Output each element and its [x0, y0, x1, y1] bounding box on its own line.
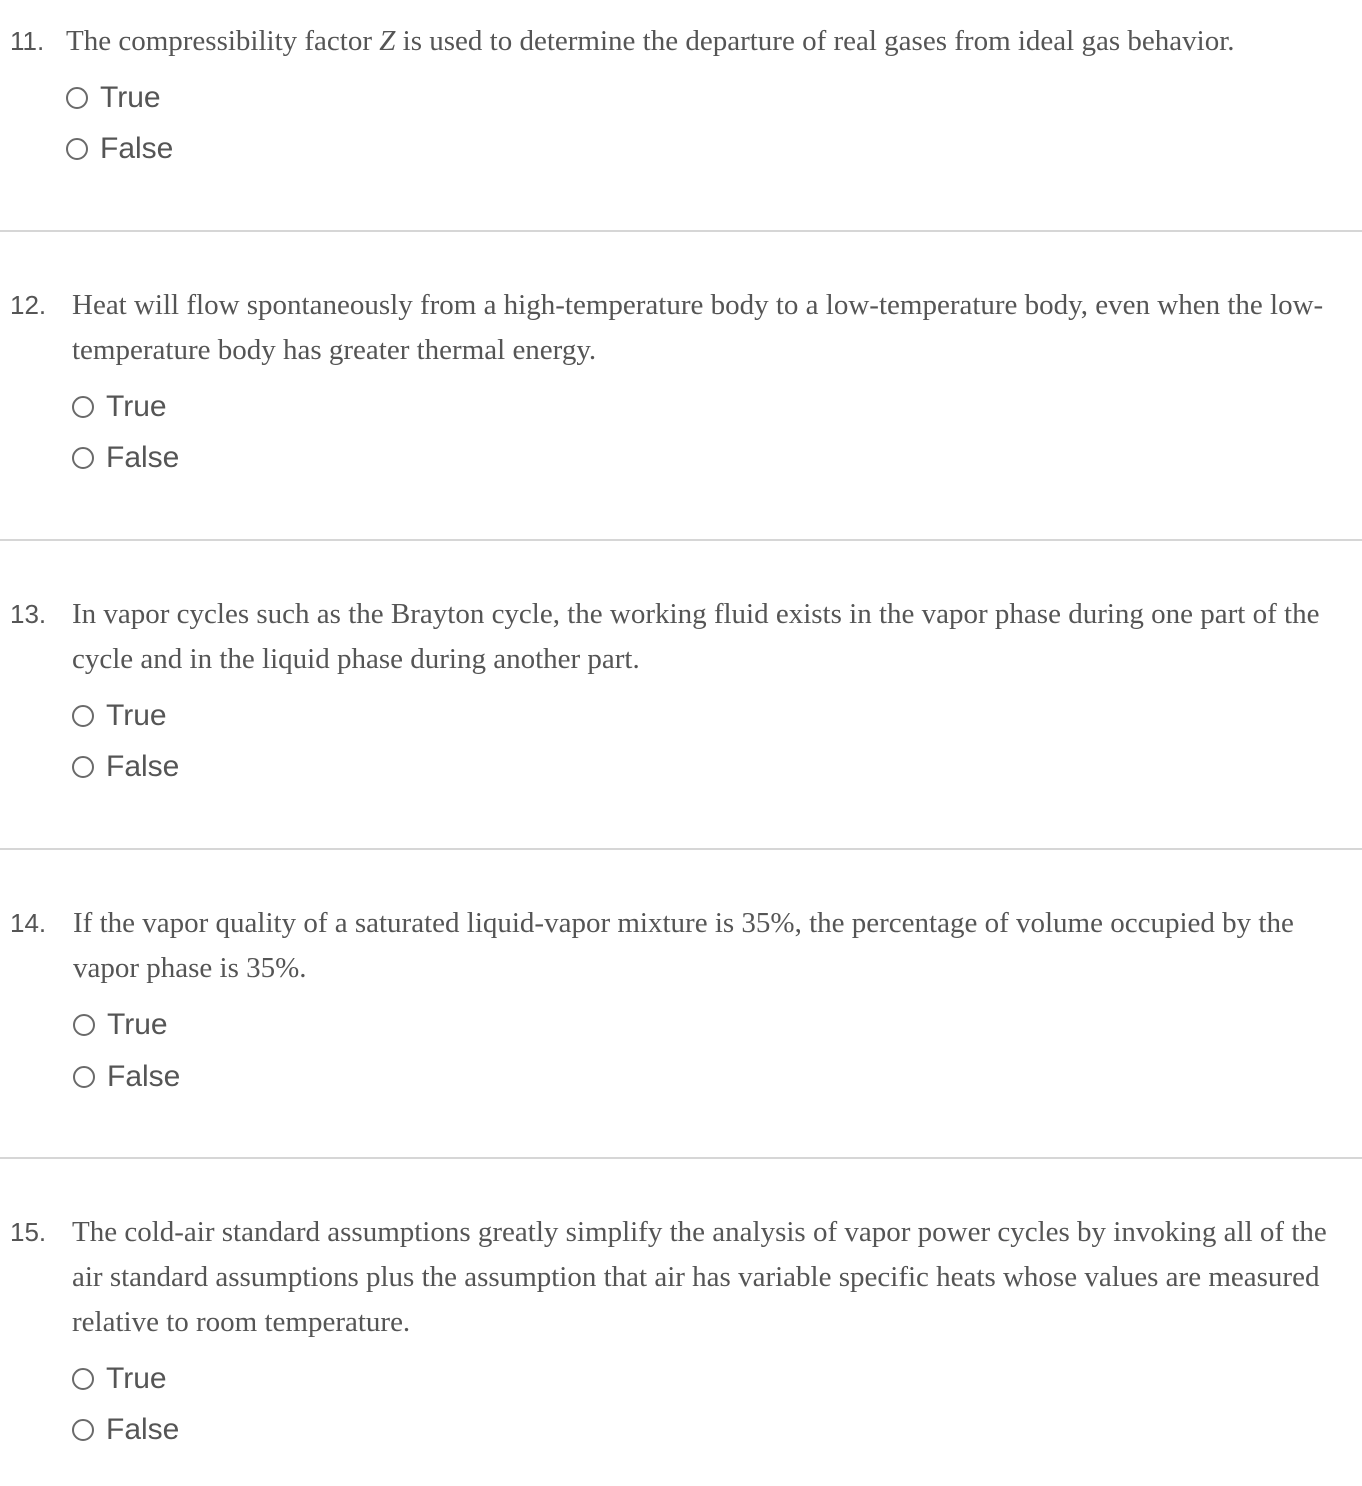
- divider: [0, 848, 1362, 850]
- question-number: 13.: [10, 599, 47, 629]
- option-label: False: [107, 1060, 181, 1093]
- option-label: True: [106, 1362, 167, 1395]
- divider: [0, 539, 1362, 541]
- option-label: True: [106, 699, 167, 732]
- radio-button[interactable]: [73, 1066, 95, 1088]
- option-false[interactable]: [66, 129, 173, 169]
- question-text: The cold-air standard assumptions greatly simplify the analysis of vapor power cycles by invoking all of the air standard assumptions plus the assumption that air has variable specific heats whose values are measured relative to room temperature.: [72, 1216, 1327, 1338]
- divider: [0, 230, 1362, 232]
- option-true[interactable]: [73, 1005, 168, 1045]
- option-false[interactable]: [72, 747, 179, 787]
- option-label: False: [106, 1413, 180, 1446]
- radio-button[interactable]: [72, 756, 94, 778]
- divider: [0, 1157, 1362, 1159]
- option-false[interactable]: [73, 1057, 180, 1097]
- question-number: 12.: [10, 290, 47, 320]
- question-text: Heat will flow spontaneously from a high-temperature body to a low-temperature body, even when the low-temperature body has greater thermal energy.: [72, 289, 1324, 366]
- option-true[interactable]: [72, 387, 167, 427]
- question-number: 11.: [10, 26, 45, 56]
- option-label: False: [106, 750, 180, 783]
- radio-button[interactable]: [66, 138, 88, 160]
- option-label: False: [100, 132, 174, 165]
- question-text: In vapor cycles such as the Brayton cycle, the working fluid exists in the vapor phase during one part of the cycle and in the liquid phase during another part.: [72, 598, 1320, 675]
- option-true[interactable]: [66, 78, 161, 118]
- radio-button[interactable]: [66, 87, 88, 109]
- option-true[interactable]: [72, 696, 167, 736]
- question-number: 14.: [10, 908, 47, 938]
- option-label: True: [107, 1008, 168, 1041]
- option-label: True: [100, 81, 161, 114]
- radio-button[interactable]: [72, 447, 94, 469]
- option-false[interactable]: [72, 438, 179, 478]
- option-label: True: [106, 390, 167, 423]
- question-number: 15.: [10, 1217, 47, 1247]
- radio-button[interactable]: [72, 396, 94, 418]
- option-label: False: [106, 441, 180, 474]
- option-false[interactable]: [72, 1410, 179, 1450]
- radio-button[interactable]: [72, 705, 94, 727]
- radio-button[interactable]: [72, 1368, 94, 1390]
- radio-button[interactable]: [73, 1014, 95, 1036]
- radio-button[interactable]: [72, 1419, 94, 1441]
- question-text: If the vapor quality of a saturated liquid-vapor mixture is 35%, the percentage of volume occupied by the vapor phase is 35%.: [73, 907, 1294, 984]
- option-true[interactable]: [72, 1359, 167, 1399]
- question-text: The compressibility factor Z is used to determine the departure of real gases from ideal gas behavior.: [66, 25, 1235, 57]
